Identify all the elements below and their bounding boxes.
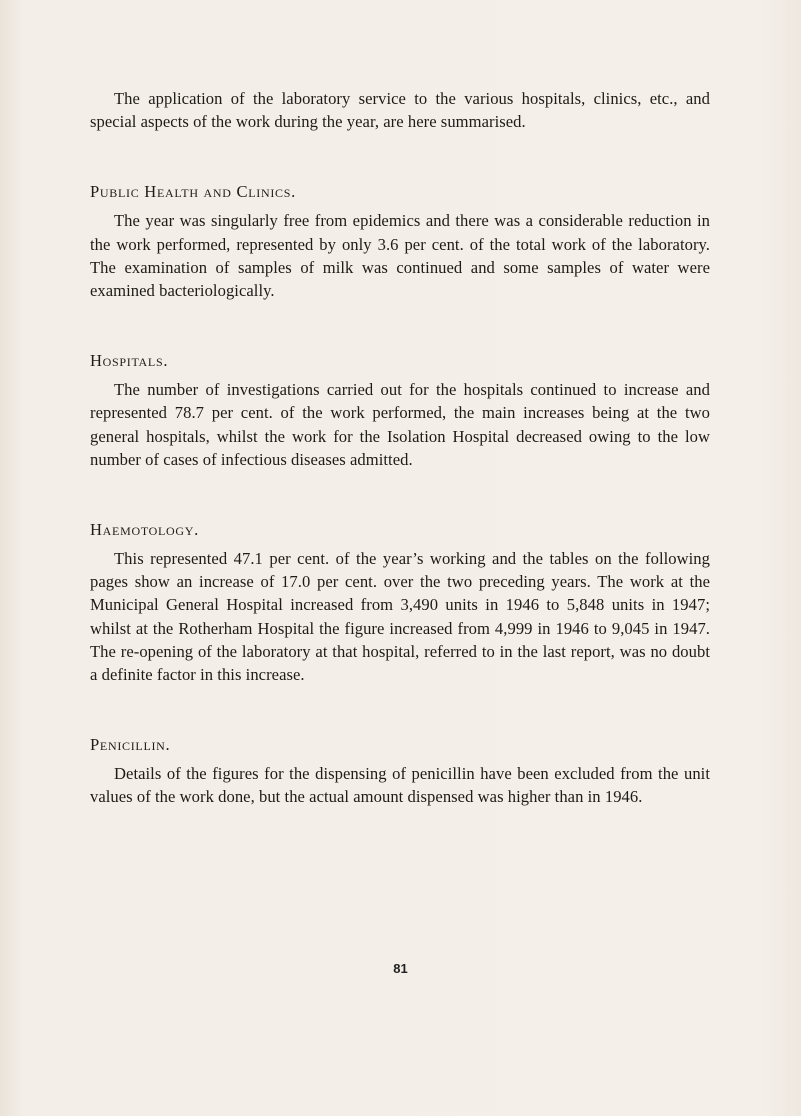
section-heading: Haemotology. xyxy=(90,520,199,540)
section-heading: Hospitals. xyxy=(90,351,169,371)
section-heading: Penicillin. xyxy=(90,735,171,755)
section-paragraph: The number of investigations carried out for the hospitals continued to increase and represented 78.7 per cent. of the work performed, the main increases being at the two general hospitals, whilst the work for the Isolation Hospital decreased owing to the low number of cases of infectious diseases admitted. xyxy=(90,380,710,469)
section-paragraph: The year was singularly free from epidemics and there was a considerable reduction in the work performed, represented by only 3.6 per cent. of the total work of the laboratory. The examination of samples of milk was continued and some samples of water were examined bacteriologically. xyxy=(90,211,710,301)
intro-paragraph: The application of the laboratory service to the various hospitals, clinics, etc., and special aspects of the work during the year, are here summarised. xyxy=(90,89,710,132)
section-public-health xyxy=(90,180,710,302)
section-paragraph: This represented 47.1 per cent. of the year’s working and the tables on the following pages show an increase of 17.0 per cent. over the two preceding years. The work at the Municipal General Hospital increased from 3,490 units in 1946 to 5,848 units in 1947; whilst at the Rotherham Hospital the figure increased from 4,999 in 1946 to 9,045 in 1947. The re-opening of the laboratory at that hospital, referred to in the last report, was no doubt a definite factor in this increase. xyxy=(90,549,710,685)
page-content xyxy=(90,87,710,856)
section-penicillin xyxy=(90,733,710,808)
page-number: 81 xyxy=(393,961,408,976)
section-paragraph: Details of the figures for the dispensing of penicillin have been excluded from the unit values of the work done, but the actual amount dispensed was higher than in 1946. xyxy=(90,764,710,807)
section-hospitals xyxy=(90,349,710,471)
section-haemotology xyxy=(90,518,710,686)
section-heading: Public Health and Clinics. xyxy=(90,182,296,202)
